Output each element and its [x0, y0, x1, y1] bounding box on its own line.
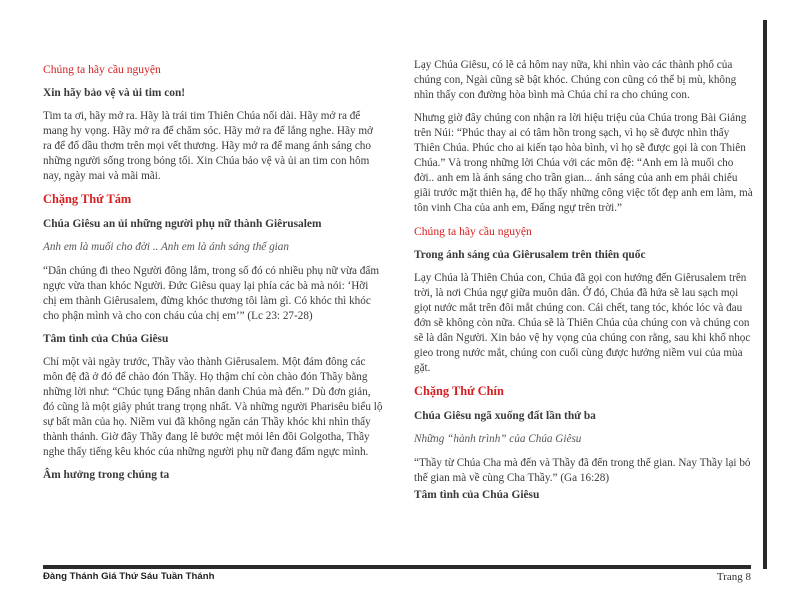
chapter-italic-line: Những “hành trình” của Chúa Giêsu	[414, 433, 582, 445]
chapter-italic-line: Anh em là muối cho đời .. Anh em là ánh sáng thế gian	[43, 241, 289, 253]
prayer-heading: Chúng ta hãy cầu nguyện	[414, 225, 532, 238]
scripture-quote: “Dân chúng đi theo Người đông lắm, trong số đó có nhiều phụ nữ vừa đấm ngực vừa than khóc Người. Đức Giêsu quay lại phía các bà mà nói: ‘Hỡi chị em thành Giêrusalem, đừng khóc thương tôi làm gì. Có khóc thì khóc cho phận mình và cho con cháu của chị em’” (Lc 23: 27-28)	[43, 265, 380, 322]
prayer-body: Tim ta ơi, hãy mở ra. Hãy là trái tim Thiên Chúa nối dài. Hãy mở ra để mang hy vọng. Hãy mở ra để chăm sóc. Hãy mở ra để lắng nghe. Hãy mở ra để đổ dầu thơm trên mọi vết thương. Hãy mở ra để mang ánh sáng cho những người sống trong bóng tối. Xin Chúa bảo vệ và ủi an tim con hôm nay, ngày mai và mãi mãi.	[43, 110, 373, 182]
chapter-heading: Chặng Thứ Chín	[414, 384, 504, 398]
right-border-rule	[763, 20, 767, 569]
footer-title: Đàng Thánh Giá Thứ Sáu Tuần Thánh	[43, 571, 215, 582]
chapter-subheading: Chúa Giêsu an ủi những người phụ nữ thành Giêrusalem	[43, 218, 322, 230]
chapter-subheading: Chúa Giêsu ngã xuống đất lần thứ ba	[414, 410, 596, 422]
prayer-body: Lạy Chúa là Thiên Chúa con, Chúa đã gọi con hướng đến Giêrusalem trên trời, là nơi Chúa ngự giữa muôn dân. Ở đó, Chúa đã hứa sẽ lau sạch mọi giọt nước mắt trên đôi mắt chúng con. Cái chết, tang tóc, khóc lóc và đau đớn sẽ không còn nữa. Chúa sẽ là Thiên Chúa của chúng con và chúng con sẽ là dân Người. Xin bảo vệ hy vọng của chúng con rằng, sau khi khổ nhọc gieo trong nước mắt, chúng con cuối cùng được hưởng niềm vui của mùa gặt.	[414, 272, 751, 374]
echo-heading: Âm hưởng trong chúng ta	[43, 469, 170, 481]
chapter-heading: Chặng Thứ Tám	[43, 192, 132, 206]
echo-paragraph-2: Nhưng giờ đây chúng con nhận ra lời hiệu triệu của Chúa trong Bài Giảng trên Núi: “Phúc thay ai có tâm hồn trong sạch, vì họ sẽ được nhìn thấy Thiên Chúa. Phúc cho ai kiến tạo hòa bình, vì họ sẽ được gọi là con Thiên Chúa.” Và trong những lời Chúa với các môn đệ: “Anh em là muối cho đời.. anh em là ánh sáng cho trần gian... ánh sáng của anh em phải chiếu giãi trước mặt thiên hạ, để họ thấy những công việc tốt đẹp anh em làm, mà tôn vinh Cha của anh em, Đấng ngự trên trời.”	[414, 112, 753, 214]
right-column	[414, 58, 754, 511]
prayer-subheading: Xin hãy bảo vệ và ủi tim con!	[43, 87, 186, 99]
page-number: Trang 8	[716, 571, 751, 583]
reflection-heading: Tâm tình của Chúa Giêsu	[414, 489, 540, 501]
prayer-subheading: Trong ánh sáng của Giêrusalem trên thiên quốc	[414, 249, 646, 261]
footer-rule	[43, 565, 751, 569]
echo-paragraph-1: Lạy Chúa Giêsu, có lẽ cả hôm nay nữa, khi nhìn vào các thành phố của chúng con, Ngài cũng sẽ bật khóc. Chúng con cũng có thể bị mù, không nhìn thấy con đường hòa bình mà Chúa chỉ ra cho chúng con.	[414, 59, 737, 101]
left-column	[43, 58, 383, 491]
prayer-heading: Chúng ta hãy cầu nguyện	[43, 63, 161, 76]
scripture-quote: “Thầy từ Chúa Cha mà đến và Thầy đã đến trong thế gian. Nay Thầy lại bỏ thế gian mà về cùng Cha Thầy.” (Ga 16:28)	[414, 457, 751, 484]
reflection-heading: Tâm tình của Chúa Giêsu	[43, 333, 169, 345]
reflection-body: Chỉ một vài ngày trước, Thầy vào thành Giêrusalem. Một đám đông các môn đệ đã ở đó để chào đón Thầy. Họ thậm chí còn chào đón Thầy bằng những lời như: “Chúc tụng Đấng nhân danh Chúa mà đến.” Dù đơn giản, đó cũng là một giây phút trang trọng nhất. Và những người Pharisêu biểu lộ sự bất mãn của họ. Niềm vui đã không ngăn cản Thầy khóc khi nhìn thấy thành thánh. Giờ đây Thầy đang lê bước mệt mỏi lên đồi Golgotha, Thầy nghe thấy tiếng kêu khóc của những người phụ nữ đang đấm ngực mình.	[43, 356, 383, 458]
